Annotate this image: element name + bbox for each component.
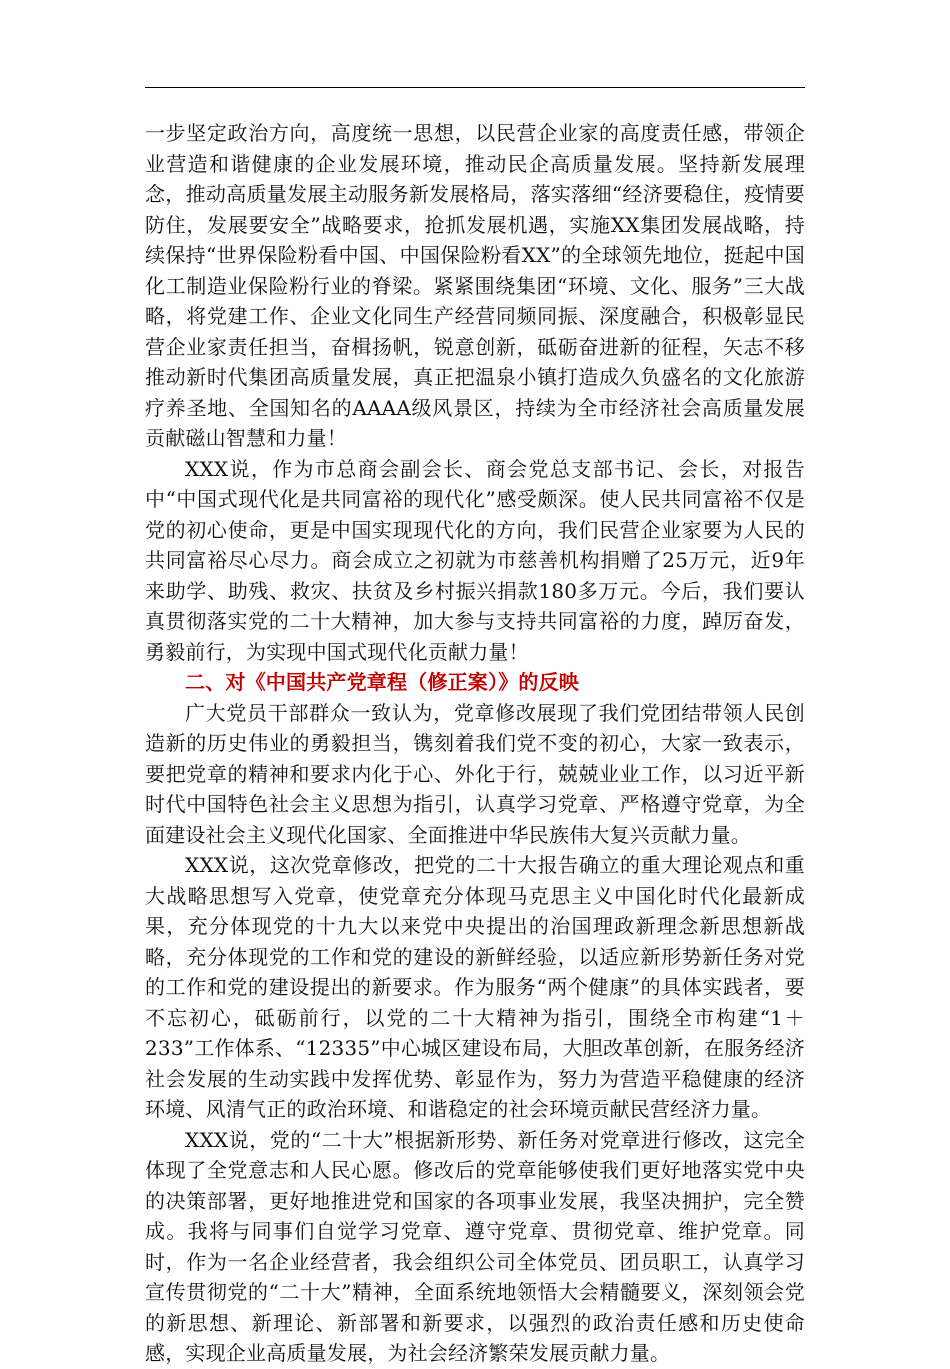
paragraph-enterprise-operator: XXX说，党的“二十大”根据新形势、新任务对党章进行修改，这完全体现了全党意志和人民心愿。修改后的党章能够使我们更好地落实党中央的决策部署，更好地推进党和国家的各项事业发展，我坚决拥护，完全赞成。我将与同事们自觉学习党章、遵守党章、贯彻党章、维护党章。同时，作为一名企业经营者，我会组织公司全体党员、团员职工，认真学习宣传贯彻党的“二十大”精神，全面系统地领悟大会精髓要义，深刻领会党的新思想、新理论、新部署和新要求，以强烈的政治责任感和历史使命感，实现企业高质量发展，为社会经济繁荣发展贡献力量。 bbox=[145, 1127, 805, 1365]
paragraph-party-members-consensus: 广大党员干部群众一致认为，党章修改展现了我们党团结带领人民创造新的历史伟业的勇毅担当，镌刻着我们党不变的初心，大家一致表示，要把党章的精神和要求内化于心、外化于行，兢兢业业工作，以习近平新时代中国特色社会主义思想为指引，认真学习党章、严格遵守党章，为全面建设社会主义现代化国家、全面推进中华民族伟大复兴贡献力量。 bbox=[145, 700, 805, 847]
paragraph-constitution-revision: XXX说，这次党章修改，把党的二十大报告确立的重大理论观点和重大战略思想写入党章，使党章充分体现马克思主义中国化时代化最新成果，充分体现党的十九大以来党中央提出的治国理政新理念新思想新战略，充分体现党的工作和党的建设的新鲜经验，以适应新形势新任务对党的工作和党的建设提出的新要求。作为服务“两个健康”的具体实践者，要不忘初心，砥砺前行，以党的二十大精神为指引，围绕全市构建“1＋233”工作体系、“12335”中心城区建设布局，大胆改革创新，在服务经济社会发展的生动实践中发挥优势、彰显作为，努力为营造平稳健康的经济环境、风清气正的政治环境、和谐稳定的社会环境贡献民营经济力量。 bbox=[145, 853, 805, 1121]
header-rule bbox=[145, 87, 805, 88]
paragraph-continuation: 一步坚定政治方向，高度统一思想，以民营企业家的高度责任感，带领企业营造和谐健康的企业发展环境，推动民企高质量发展。坚持新发展理念，推动高质量发展主动服务新发展格局，落实落细“经济要稳住，疫情要防住，发展要安全”战略要求，抢抓发展机遇，实施XX集团发展战略，持续保持“世界保险粉看中国、中国保险粉看XX”的全球领先地位，挺起中国化工制造业保险粉行业的脊梁。紧紧围绕集团“环境、文化、服务”三大战略，将党建工作、企业文化同生产经营同频同振、深度融合，积极彰显民营企业家责任担当，奋楫扬帆，锐意创新，砥砺奋进新的征程，矢志不移推动新时代集团高质量发展，真正把温泉小镇打造成久负盛名的文化旅游疗养圣地、全国知名的AAAA级风景区，持续为全市经济社会高质量发展贡献磁山智慧和力量！ bbox=[145, 121, 805, 450]
paragraph-chamber-president: XXX说，作为市总商会副会长、商会党总支部书记、会长，对报告中“中国式现代化是共同富裕的现代化”感受颇深。使人民共同富裕不仅是党的初心使命，更是中国实现现代化的方向，我们民营企业家要为人民的共同富裕尽心尽力。商会成立之初就为市慈善机构捐赠了25万元，近9年来助学、助残、救灾、扶贫及乡村振兴捐款180多万元。今后，我们要认真贯彻落实党的二十大精神，加大参与支持共同富裕的力度，踔厉奋发，勇毅前行，为实现中国式现代化贡献力量！ bbox=[145, 456, 805, 664]
document-body bbox=[145, 118, 805, 1369]
section-heading: 二、对《中国共产党章程（修正案）》的反映 bbox=[185, 670, 579, 694]
